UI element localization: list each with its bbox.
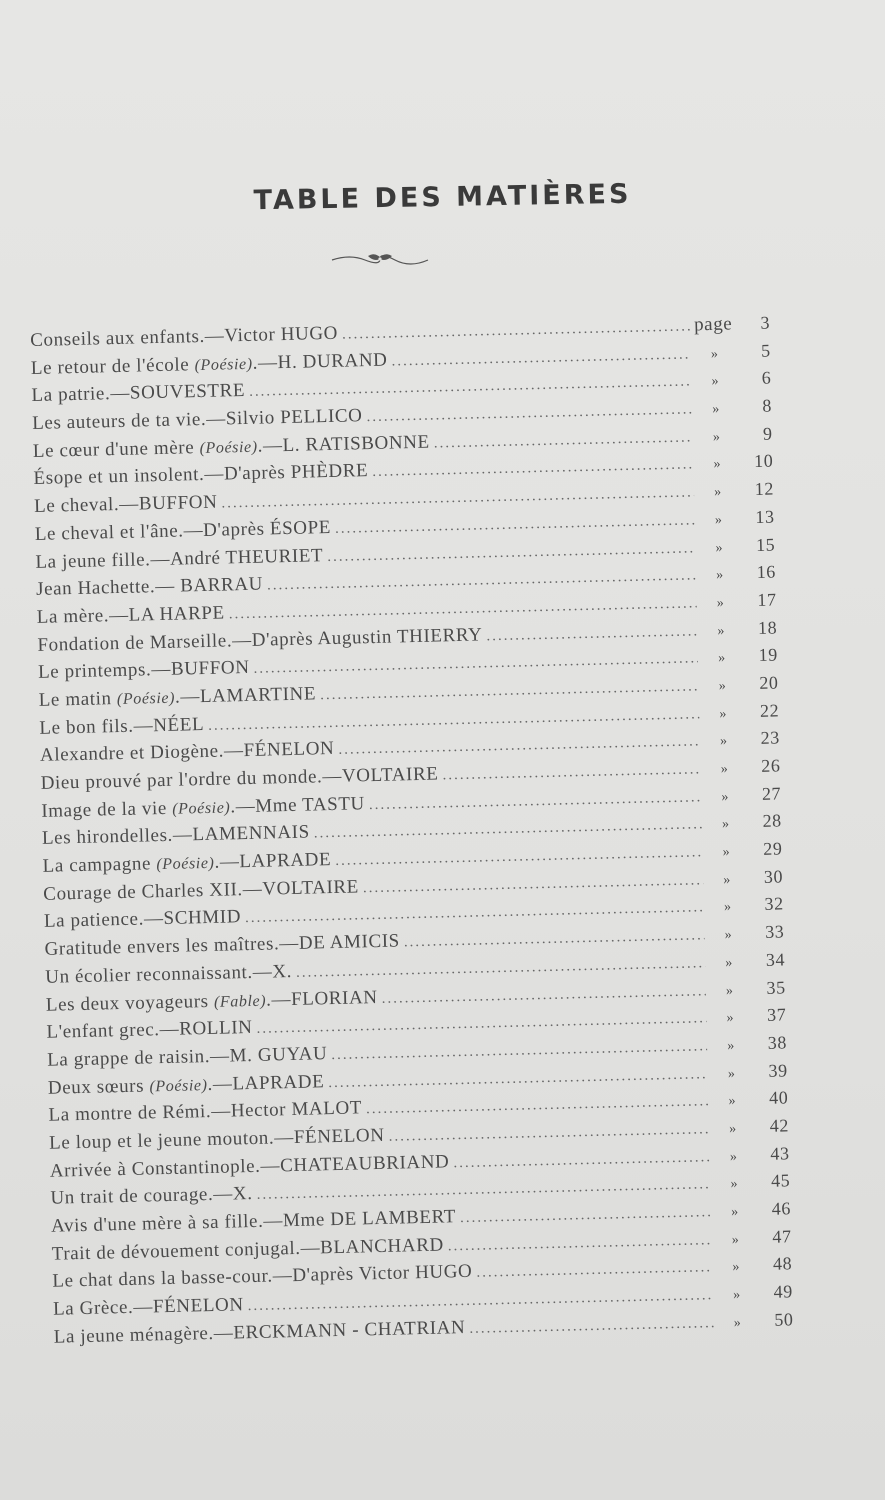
dot-leader — [328, 1066, 708, 1092]
dot-leader — [434, 429, 693, 452]
toc-entry-title: La campagne (Poésie).—LAPRADE — [42, 849, 332, 877]
ditto-mark: » — [729, 1121, 737, 1137]
toc-entry-genre: (Poésie) — [194, 355, 253, 374]
toc-entry-page: 18 — [757, 617, 778, 638]
toc-entry-page: 27 — [761, 783, 782, 804]
toc-entry-title: Le loup et le jeune mouton.—FÉNELON — [48, 1124, 385, 1154]
toc-entry-title: La grappe de raisin.—M. GUYAU — [46, 1043, 328, 1071]
ditto-mark: » — [723, 900, 732, 916]
dot-leader — [245, 900, 704, 928]
toc-entry-page: 19 — [758, 644, 779, 666]
dot-leader — [253, 651, 698, 678]
ditto-mark: » — [711, 374, 720, 390]
toc-entry-title: Arrivée à Constantinople.—CHATEAUBRIAND — [49, 1150, 450, 1182]
ditto-mark: » — [715, 567, 724, 584]
page-title: TABLE DES MATIÈRES — [253, 178, 632, 217]
toc-entry-title: Les hirondelles.—LAMENNAIS — [41, 821, 311, 850]
ditto-mark: » — [712, 401, 721, 418]
toc-entry-page: 12 — [754, 478, 775, 500]
ditto-mark: » — [732, 1287, 741, 1303]
dot-leader — [372, 457, 694, 482]
dot-leader — [381, 983, 706, 1008]
ditto-mark: » — [727, 1066, 736, 1082]
toc-entry-title: L'enfant grec.—ROLLIN — [46, 1017, 253, 1043]
toc-entry-genre: (Fable) — [213, 992, 267, 1011]
toc-entry-title: Courage de Charles XII.—VOLTAIRE — [43, 876, 360, 905]
toc-entry-title: Le matin (Poésie).—LAMARTINE — [38, 683, 317, 711]
toc-entry-page: 13 — [755, 506, 775, 527]
toc-entry-title: Le cheval.—BUFFON — [33, 491, 218, 518]
toc-entry-page: 49 — [773, 1281, 794, 1302]
dot-leader — [331, 1038, 707, 1064]
ditto-mark: » — [730, 1204, 739, 1220]
toc-entry-title: La jeune ménagère.—ERCKMANN - CHATRIAN — [53, 1316, 466, 1348]
ditto-mark: » — [722, 844, 731, 860]
ditto-mark: » — [714, 484, 722, 501]
dot-leader — [342, 318, 690, 343]
ditto-mark: » — [719, 706, 728, 722]
ditto-mark: » — [715, 540, 724, 556]
ditto-mark: » — [717, 623, 726, 639]
toc-entry-page: 37 — [766, 1004, 787, 1026]
table-of-contents — [30, 313, 794, 1355]
toc-entry-title: Dieu prouvé par l'ordre du monde.—VOLTAIRE — [40, 763, 439, 794]
toc-entry-page: 15 — [755, 534, 776, 555]
dot-leader — [338, 734, 700, 760]
toc-entry-page: 50 — [774, 1309, 794, 1330]
dot-leader — [388, 1121, 709, 1146]
ditto-mark: » — [721, 817, 730, 833]
ditto-mark: » — [725, 955, 734, 971]
toc-entry-title: Jean Hachette.— BARRAU — [35, 573, 264, 601]
toc-entry-title: La patrie.—SOUVESTRE — [31, 380, 246, 407]
toc-entry-page: 17 — [757, 589, 777, 610]
toc-entry-page: 9 — [762, 423, 773, 444]
ditto-mark: » — [721, 789, 730, 805]
toc-entry-title: Le printemps.—BUFFON — [37, 657, 250, 684]
dot-leader — [453, 1149, 710, 1172]
dot-leader — [369, 789, 702, 814]
toc-entry-page: 16 — [756, 561, 777, 583]
toc-entry-page: 5 — [760, 340, 771, 361]
toc-entry-title: La Grèce.—FÉNELON — [52, 1294, 244, 1320]
toc-entry-page: 33 — [764, 921, 785, 942]
toc-entry-title: Conseils aux enfants.—Victor HUGO — [30, 322, 339, 351]
ditto-mark: » — [731, 1232, 740, 1248]
toc-entry-page: 30 — [763, 866, 784, 887]
toc-entry-page: 47 — [772, 1225, 792, 1247]
toc-entry-page: 45 — [770, 1170, 791, 1192]
dot-leader — [391, 346, 691, 370]
toc-entry-title: Ésope et un insolent.—D'après PHÈDRE — [33, 460, 369, 490]
toc-entry-title: Le chat dans la basse-cour.—D'après Victor HUGO — [52, 1261, 473, 1293]
toc-entry-page: 3 — [760, 312, 771, 333]
dot-leader — [404, 927, 705, 951]
toc-entry-page: 26 — [761, 755, 781, 776]
ditto-mark: » — [729, 1149, 738, 1165]
dot-leader — [335, 512, 695, 537]
toc-entry-page: 32 — [764, 893, 784, 915]
toc-entry-title: Fondation de Marseille.—D'après Augustin THIERRY — [37, 623, 483, 656]
dot-leader — [296, 955, 705, 982]
toc-entry-title: La jeune fille.—André THEURIET — [35, 544, 324, 573]
toc-entry-page: 43 — [770, 1142, 790, 1164]
toc-entry-page: 23 — [760, 727, 781, 749]
toc-entry-title: Le cheval et l'âne.—D'après ÉSOPE — [34, 516, 332, 545]
toc-entry-title: Image de la vie (Poésie).—Mme TASTU — [41, 792, 366, 822]
toc-entry-title: Le bon fils.—NÉEL — [39, 713, 205, 739]
toc-entry-page: 42 — [769, 1115, 790, 1136]
dot-leader — [267, 568, 696, 595]
toc-entry-title: Gratitude envers les maîtres.—DE AMICIS — [44, 930, 401, 960]
toc-entry-genre: (Poésie) — [156, 854, 215, 874]
dot-leader — [448, 1232, 712, 1255]
toc-entry-title: Deux sœurs (Poésie).—LAPRADE — [47, 1070, 325, 1099]
toc-entry-page: 8 — [762, 395, 773, 416]
dot-leader — [320, 678, 699, 704]
ditto-mark: » — [710, 346, 719, 362]
ditto-mark: » — [733, 1315, 742, 1331]
dot-leader — [366, 1093, 709, 1118]
page-label: page — [693, 313, 733, 336]
toc-entry-page: 10 — [753, 450, 774, 472]
dot-leader — [327, 540, 696, 566]
toc-entry-title: Un écolier reconnaissant.—X. — [45, 960, 293, 988]
toc-entry-title: La patience.—SCHMID — [43, 906, 242, 933]
toc-entry-page: 20 — [759, 672, 779, 693]
ditto-mark: » — [730, 1176, 739, 1193]
toc-entry-genre: (Poésie) — [199, 438, 258, 457]
toc-entry-title: La mère.—LA HARPE — [36, 602, 225, 628]
dot-leader — [460, 1204, 711, 1227]
ditto-mark: » — [728, 1093, 737, 1110]
toc-entry-page: 28 — [762, 810, 783, 832]
dot-leader — [314, 817, 702, 843]
dot-leader — [442, 761, 700, 784]
ditto-mark: » — [719, 733, 728, 750]
toc-entry-page: 35 — [766, 976, 786, 998]
ditto-mark: » — [720, 761, 729, 777]
dot-leader — [256, 1177, 710, 1205]
toc-entry-page: 46 — [771, 1198, 792, 1219]
toc-entry-page: 22 — [759, 700, 780, 721]
toc-entry-page: 40 — [768, 1087, 789, 1109]
toc-entry-title: Alexandre et Diogène.—FÉNELON — [39, 738, 335, 767]
toc-entry-page: 38 — [767, 1032, 788, 1053]
dot-leader — [335, 844, 703, 870]
toc-entry-title: Trait de dévouement conjugal.—BLANCHARD — [51, 1234, 445, 1265]
ditto-mark: » — [732, 1259, 741, 1276]
ditto-mark: » — [726, 1010, 735, 1026]
toc-entry-page: 48 — [772, 1253, 793, 1275]
dot-leader — [366, 401, 692, 426]
ditto-mark: » — [714, 512, 723, 528]
ditto-mark: » — [724, 927, 733, 943]
toc-entry-title: Le cœur d'une mère (Poésie).—L. RATISBONNE — [32, 431, 430, 462]
toc-entry-genre: (Poésie) — [172, 799, 231, 818]
ditto-mark: » — [713, 457, 722, 473]
ditto-mark: » — [717, 650, 726, 667]
ditto-mark: » — [723, 872, 732, 888]
dot-leader — [469, 1315, 714, 1338]
toc-entry-page: 29 — [762, 838, 783, 859]
toc-entry-page: 39 — [768, 1059, 788, 1081]
toc-entry-genre: (Poésie) — [149, 1076, 208, 1095]
toc-entry-genre: (Poésie) — [116, 689, 176, 708]
toc-entry-title: Un trait de courage.—X. — [50, 1183, 253, 1210]
ditto-mark: » — [727, 1038, 736, 1054]
ditto-mark: » — [716, 595, 725, 611]
toc-entry-title: Le retour de l'école (Poésie).—H. DURAND — [30, 349, 388, 379]
dot-leader — [256, 1010, 706, 1038]
toc-entry-page: 34 — [765, 949, 786, 970]
ditto-mark: » — [712, 429, 721, 445]
dot-leader — [486, 623, 697, 645]
dot-leader — [476, 1260, 712, 1283]
dot-leader — [249, 374, 692, 401]
ditto-mark: » — [725, 983, 734, 999]
ornament-divider — [330, 250, 430, 270]
dot-leader — [363, 872, 704, 897]
toc-entry-title: La montre de Rémi.—Hector MALOT — [48, 1097, 363, 1127]
toc-entry-title: Les deux voyageurs (Fable).—FLORIAN — [45, 986, 378, 1016]
ditto-mark: » — [718, 678, 727, 694]
toc-entry-page: 6 — [761, 367, 772, 389]
toc-entry-title: Les auteurs de ta vie.—Silvio PELLICO — [31, 405, 363, 435]
toc-entry-title: Avis d'une mère à sa fille.—Mme DE LAMBERT — [50, 1206, 457, 1237]
